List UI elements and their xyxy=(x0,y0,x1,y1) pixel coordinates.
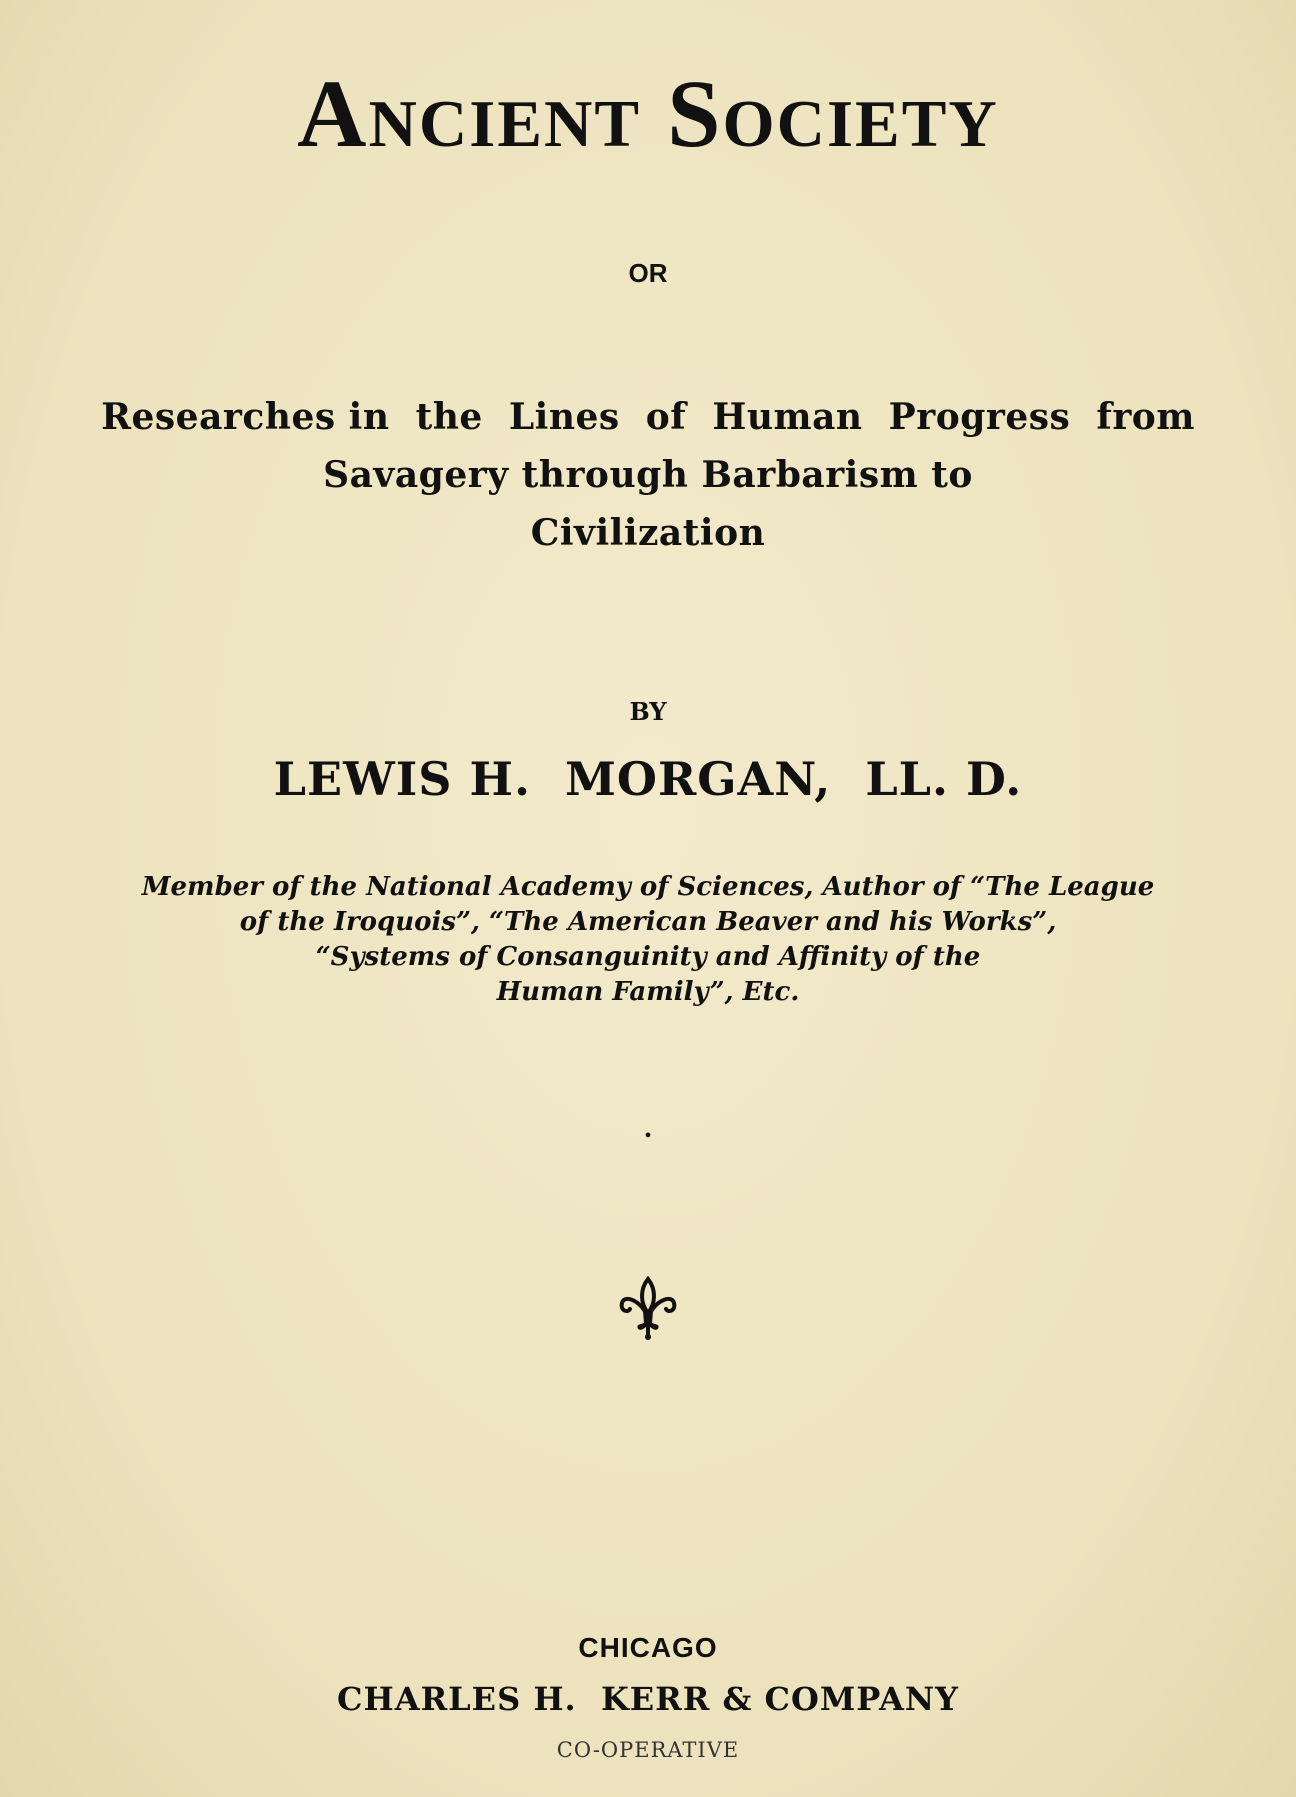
title-connector: OR xyxy=(628,258,668,288)
credentials-line: Human Family”, Etc. xyxy=(496,977,800,1007)
bullet-mark: • xyxy=(644,1125,652,1147)
author-name: LEWIS H. MORGAN, LL. D. xyxy=(273,752,1023,806)
subtitle xyxy=(0,388,1296,562)
subtitle-line: Researches in the Lines of Human Progress from xyxy=(101,396,1195,438)
fleur-de-lis-icon xyxy=(0,1275,1296,1346)
book-title: Ancient Society xyxy=(297,60,999,167)
by-line: BY xyxy=(629,697,667,726)
subtitle-line: Civilization xyxy=(530,512,766,554)
author-credentials xyxy=(0,870,1296,1010)
show-through-text xyxy=(140,200,1160,230)
credentials-line: “Systems of Consanguinity and Affinity of the xyxy=(315,942,981,972)
imprint-city: CHICAGO xyxy=(578,1632,718,1663)
subtitle-line: Savagery through Barbarism to xyxy=(323,454,973,496)
credentials-line: of the Iroquois”, “The American Beaver and his Works”, xyxy=(239,907,1057,937)
credentials-line: Member of the National Academy of Sciences, Author of “The League xyxy=(141,872,1155,902)
imprint-publisher: CHARLES H. KERR & COMPANY xyxy=(337,1680,959,1718)
imprint-cooperative: CO-OPERATIVE xyxy=(556,1738,740,1762)
